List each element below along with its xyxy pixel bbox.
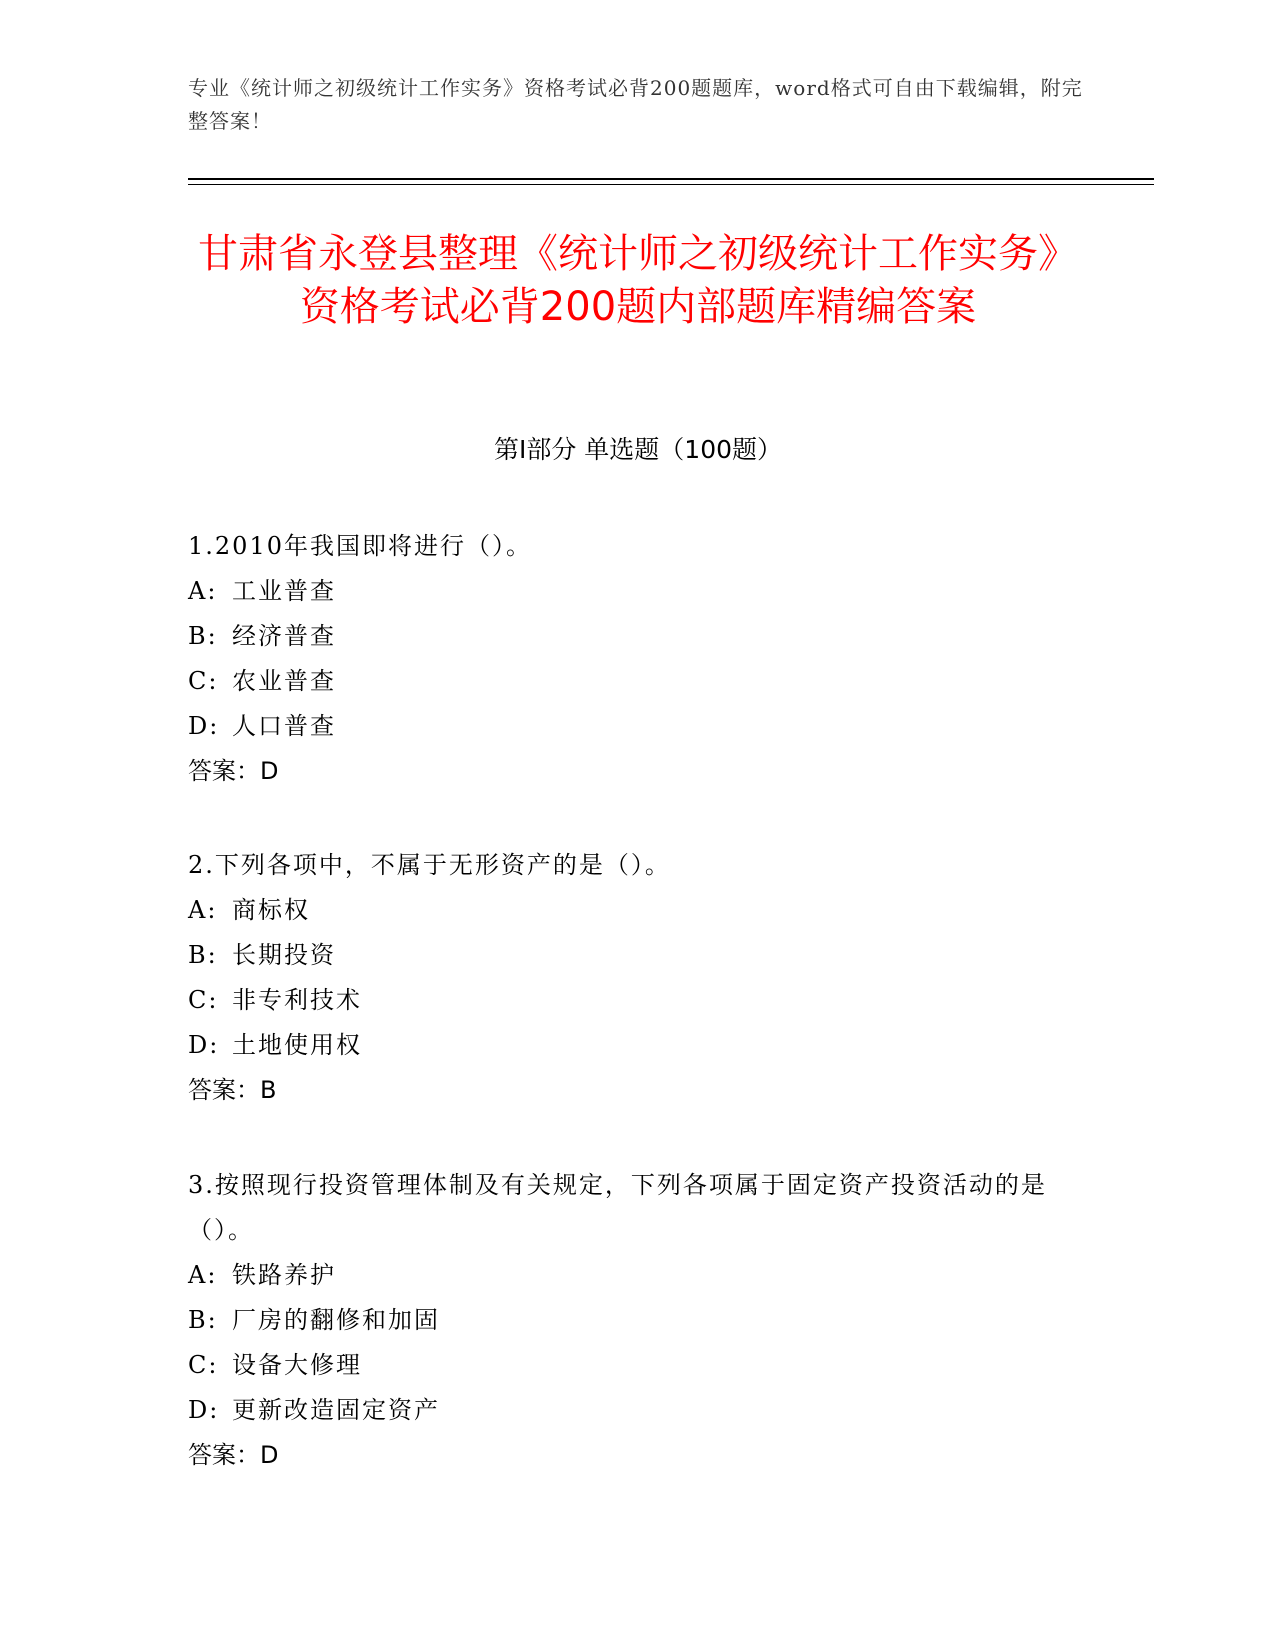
option-letter: B: bbox=[188, 941, 218, 969]
option-text: 商标权 bbox=[232, 896, 310, 924]
option-text: 设备大修理 bbox=[232, 1351, 362, 1379]
option-c bbox=[188, 1343, 1068, 1388]
option-a bbox=[188, 1253, 1068, 1298]
option-a bbox=[188, 888, 1068, 933]
option-letter: C: bbox=[188, 667, 219, 695]
document-title: 甘肃省永登县整理《统计师之初级统计工作实务》资格考试必背200题内部题库精编答案 bbox=[198, 231, 1078, 330]
option-letter: D: bbox=[188, 1396, 220, 1424]
question-1 bbox=[188, 524, 1068, 794]
answer-line: 答案：B bbox=[188, 1076, 277, 1104]
option-b bbox=[188, 1298, 1068, 1343]
option-letter: C: bbox=[188, 1351, 219, 1379]
option-text: 非专利技术 bbox=[232, 986, 362, 1014]
header-note: 专业《统计师之初级统计工作实务》资格考试必背200题题库，word格式可自由下载编辑，附完整答案！ bbox=[188, 76, 1083, 133]
option-text: 长期投资 bbox=[232, 941, 336, 969]
option-text: 经济普查 bbox=[232, 622, 336, 650]
header-rule-thick bbox=[188, 178, 1154, 180]
option-c bbox=[188, 978, 1068, 1023]
option-text: 人口普查 bbox=[232, 712, 336, 740]
answer-line: 答案：D bbox=[188, 1441, 279, 1469]
option-b bbox=[188, 933, 1068, 978]
option-letter: C: bbox=[188, 986, 219, 1014]
option-text: 工业普查 bbox=[232, 577, 336, 605]
option-a bbox=[188, 569, 1068, 614]
option-letter: A: bbox=[188, 896, 218, 924]
option-text: 铁路养护 bbox=[232, 1261, 336, 1289]
option-letter: D: bbox=[188, 712, 220, 740]
option-letter: D: bbox=[188, 1031, 220, 1059]
option-b bbox=[188, 614, 1068, 659]
option-text: 土地使用权 bbox=[232, 1031, 362, 1059]
header-rule-thin bbox=[188, 184, 1154, 185]
option-letter: A: bbox=[188, 577, 218, 605]
question-stem: 1.2010年我国即将进行（）。 bbox=[188, 532, 532, 560]
option-letter: A: bbox=[188, 1261, 218, 1289]
option-letter: B: bbox=[188, 622, 218, 650]
option-d bbox=[188, 704, 1068, 749]
option-letter: B: bbox=[188, 1306, 218, 1334]
question-2 bbox=[188, 843, 1068, 1113]
question-stem: 3.按照现行投资管理体制及有关规定，下列各项属于固定资产投资活动的是（）。 bbox=[188, 1171, 1047, 1244]
option-d bbox=[188, 1388, 1068, 1433]
answer-line: 答案：D bbox=[188, 757, 279, 785]
section-heading: 第I部分 单选题（100题） bbox=[493, 435, 783, 464]
option-c bbox=[188, 659, 1068, 704]
option-d bbox=[188, 1023, 1068, 1068]
option-text: 更新改造固定资产 bbox=[232, 1396, 440, 1424]
question-stem: 2.下列各项中，不属于无形资产的是（）。 bbox=[188, 851, 671, 879]
option-text: 农业普查 bbox=[232, 667, 336, 695]
option-text: 厂房的翻修和加固 bbox=[232, 1306, 440, 1334]
question-3 bbox=[188, 1163, 1068, 1478]
